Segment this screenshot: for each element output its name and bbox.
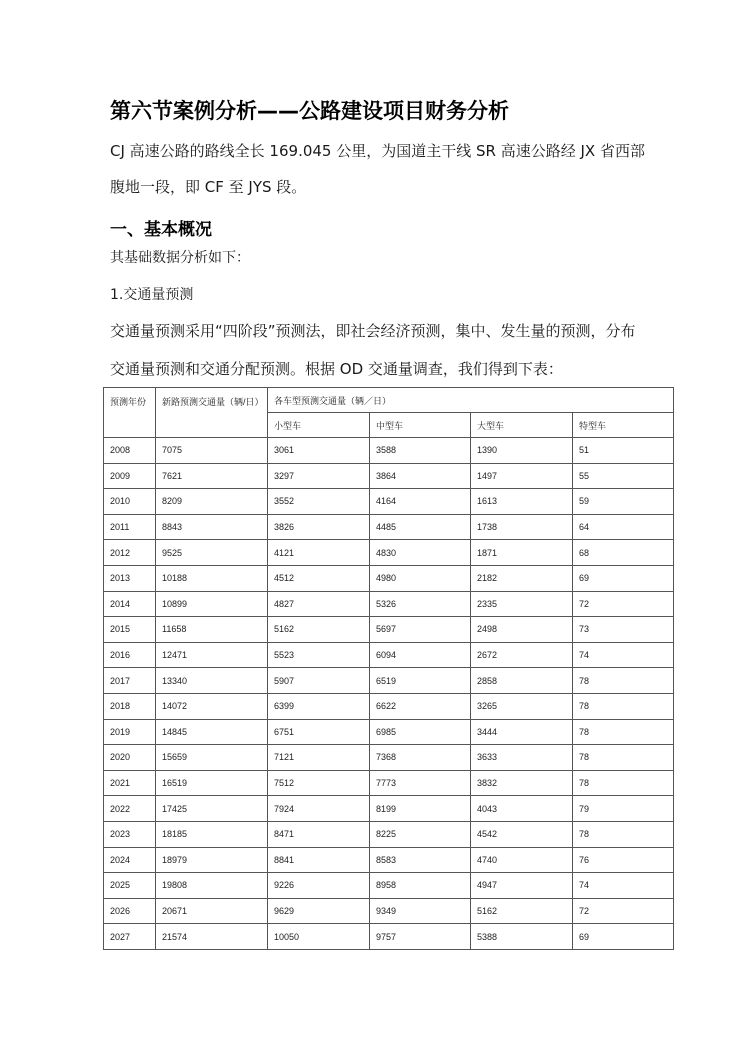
cell-special-vehicle: 55 [573,463,674,489]
cell-year: 2008 [104,438,156,464]
cell-small-vehicle: 5907 [268,668,370,694]
cell-new-road-volume: 7621 [156,463,268,489]
cell-large-vehicle: 1613 [471,489,573,515]
cell-special-vehicle: 76 [573,847,674,873]
cell-large-vehicle: 3832 [471,770,573,796]
cell-medium-vehicle: 8199 [370,796,471,822]
table-row [104,924,674,950]
cell-large-vehicle: 5388 [471,924,573,950]
cell-small-vehicle: 8841 [268,847,370,873]
cell-special-vehicle: 69 [573,565,674,591]
cell-medium-vehicle: 6985 [370,719,471,745]
table-row [104,540,674,566]
basic-data-text: 其基础数据分析如下： [110,250,250,266]
table-row [104,463,674,489]
cell-year: 2017 [104,668,156,694]
cell-medium-vehicle: 4980 [370,565,471,591]
cell-special-vehicle: 78 [573,693,674,719]
cell-year: 2013 [104,565,156,591]
table-row [104,642,674,668]
cell-year: 2018 [104,693,156,719]
method-paragraph-line-2: 交通量预测和交通分配预测。根据 OD 交通量调查，我们得到下表： [110,360,563,378]
cell-medium-vehicle: 8225 [370,821,471,847]
cell-new-road-volume: 15659 [156,745,268,771]
cell-large-vehicle: 2858 [471,668,573,694]
cell-medium-vehicle: 6519 [370,668,471,694]
cell-new-road-volume: 7075 [156,438,268,464]
cell-small-vehicle: 7924 [268,796,370,822]
cell-new-road-volume: 13340 [156,668,268,694]
header-year: 预测年份 [104,388,156,438]
cell-year: 2015 [104,617,156,643]
cell-special-vehicle: 78 [573,668,674,694]
cell-special-vehicle: 69 [573,924,674,950]
header-special-vehicle: 特型车 [573,413,674,438]
cell-new-road-volume: 8209 [156,489,268,515]
cell-medium-vehicle: 4830 [370,540,471,566]
table-row [104,693,674,719]
cell-large-vehicle: 4043 [471,796,573,822]
cell-new-road-volume: 10899 [156,591,268,617]
cell-special-vehicle: 78 [573,770,674,796]
cell-year: 2025 [104,873,156,899]
table-row [104,668,674,694]
cell-small-vehicle: 6751 [268,719,370,745]
cell-new-road-volume: 10188 [156,565,268,591]
table-row [104,514,674,540]
cell-medium-vehicle: 7773 [370,770,471,796]
cell-new-road-volume: 21574 [156,924,268,950]
cell-medium-vehicle: 7368 [370,745,471,771]
table-row [104,438,674,464]
cell-small-vehicle: 4512 [268,565,370,591]
cell-special-vehicle: 51 [573,438,674,464]
cell-special-vehicle: 79 [573,796,674,822]
cell-new-road-volume: 11658 [156,617,268,643]
cell-medium-vehicle: 5326 [370,591,471,617]
cell-year: 2009 [104,463,156,489]
cell-year: 2027 [104,924,156,950]
cell-small-vehicle: 10050 [268,924,370,950]
cell-new-road-volume: 9525 [156,540,268,566]
cell-medium-vehicle: 6622 [370,693,471,719]
cell-small-vehicle: 4121 [268,540,370,566]
table-header-row [104,388,674,413]
traffic-forecast-table [103,387,674,950]
intro-paragraph-line-1: CJ 高速公路的路线全长 169.045 公里，为国道主干线 SR 高速公路经 JX 省西部 [110,142,645,160]
table-row [104,591,674,617]
cell-medium-vehicle: 4485 [370,514,471,540]
cell-large-vehicle: 2498 [471,617,573,643]
header-medium-vehicle: 中型车 [370,413,471,438]
cell-new-road-volume: 14072 [156,693,268,719]
header-new-road-volume: 新路预测交通量（辆/日） [156,388,268,438]
cell-large-vehicle: 4542 [471,821,573,847]
cell-medium-vehicle: 3588 [370,438,471,464]
cell-new-road-volume: 8843 [156,514,268,540]
cell-new-road-volume: 16519 [156,770,268,796]
cell-new-road-volume: 18185 [156,821,268,847]
cell-year: 2019 [104,719,156,745]
header-large-vehicle: 大型车 [471,413,573,438]
table-row [104,821,674,847]
method-paragraph-line-1: 交通量预测采用“四阶段”预测法，即社会经济预测，集中、发生量的预测，分布 [110,322,636,340]
cell-special-vehicle: 72 [573,898,674,924]
cell-year: 2026 [104,898,156,924]
cell-small-vehicle: 9629 [268,898,370,924]
cell-special-vehicle: 78 [573,821,674,847]
cell-year: 2020 [104,745,156,771]
cell-year: 2024 [104,847,156,873]
cell-small-vehicle: 7512 [268,770,370,796]
cell-medium-vehicle: 9757 [370,924,471,950]
cell-new-road-volume: 17425 [156,796,268,822]
table-row [104,745,674,771]
section-heading: 一、基本概况 [110,220,212,240]
cell-small-vehicle: 3552 [268,489,370,515]
cell-new-road-volume: 20671 [156,898,268,924]
table-row [104,617,674,643]
cell-medium-vehicle: 9349 [370,898,471,924]
cell-small-vehicle: 9226 [268,873,370,899]
header-small-vehicle: 小型车 [268,413,370,438]
table-row [104,898,674,924]
cell-medium-vehicle: 6094 [370,642,471,668]
cell-special-vehicle: 68 [573,540,674,566]
cell-medium-vehicle: 8958 [370,873,471,899]
cell-special-vehicle: 59 [573,489,674,515]
cell-year: 2010 [104,489,156,515]
cell-special-vehicle: 74 [573,873,674,899]
subsection-heading: 1.交通量预测 [110,287,194,303]
cell-special-vehicle: 73 [573,617,674,643]
cell-special-vehicle: 78 [573,745,674,771]
table-row [104,719,674,745]
cell-large-vehicle: 1871 [471,540,573,566]
cell-large-vehicle: 2182 [471,565,573,591]
cell-year: 2012 [104,540,156,566]
table-row [104,873,674,899]
cell-year: 2016 [104,642,156,668]
cell-medium-vehicle: 4164 [370,489,471,515]
cell-small-vehicle: 4827 [268,591,370,617]
intro-paragraph-line-2: 腹地一段，即 CF 至 JYS 段。 [110,178,307,196]
cell-small-vehicle: 8471 [268,821,370,847]
cell-small-vehicle: 3061 [268,438,370,464]
cell-large-vehicle: 4947 [471,873,573,899]
cell-large-vehicle: 3633 [471,745,573,771]
cell-special-vehicle: 74 [573,642,674,668]
cell-special-vehicle: 64 [573,514,674,540]
cell-year: 2021 [104,770,156,796]
cell-medium-vehicle: 3864 [370,463,471,489]
cell-large-vehicle: 2672 [471,642,573,668]
cell-large-vehicle: 2335 [471,591,573,617]
cell-large-vehicle: 1497 [471,463,573,489]
cell-medium-vehicle: 8583 [370,847,471,873]
cell-special-vehicle: 72 [573,591,674,617]
table-row [104,847,674,873]
cell-small-vehicle: 5162 [268,617,370,643]
cell-medium-vehicle: 5697 [370,617,471,643]
cell-new-road-volume: 12471 [156,642,268,668]
cell-large-vehicle: 4740 [471,847,573,873]
cell-large-vehicle: 1390 [471,438,573,464]
cell-large-vehicle: 3444 [471,719,573,745]
header-by-vehicle-type: 各车型预测交通量（辆／日） [268,388,674,413]
table-row [104,565,674,591]
document-title: 第六节案例分析——公路建设项目财务分析 [110,99,509,123]
table-row [104,770,674,796]
cell-small-vehicle: 5523 [268,642,370,668]
cell-small-vehicle: 7121 [268,745,370,771]
cell-special-vehicle: 78 [573,719,674,745]
table-row [104,489,674,515]
cell-small-vehicle: 6399 [268,693,370,719]
cell-small-vehicle: 3297 [268,463,370,489]
cell-small-vehicle: 3826 [268,514,370,540]
cell-large-vehicle: 3265 [471,693,573,719]
cell-year: 2014 [104,591,156,617]
cell-large-vehicle: 1738 [471,514,573,540]
cell-year: 2023 [104,821,156,847]
table-row [104,796,674,822]
cell-year: 2022 [104,796,156,822]
cell-large-vehicle: 5162 [471,898,573,924]
cell-year: 2011 [104,514,156,540]
cell-new-road-volume: 14845 [156,719,268,745]
cell-new-road-volume: 18979 [156,847,268,873]
cell-new-road-volume: 19808 [156,873,268,899]
